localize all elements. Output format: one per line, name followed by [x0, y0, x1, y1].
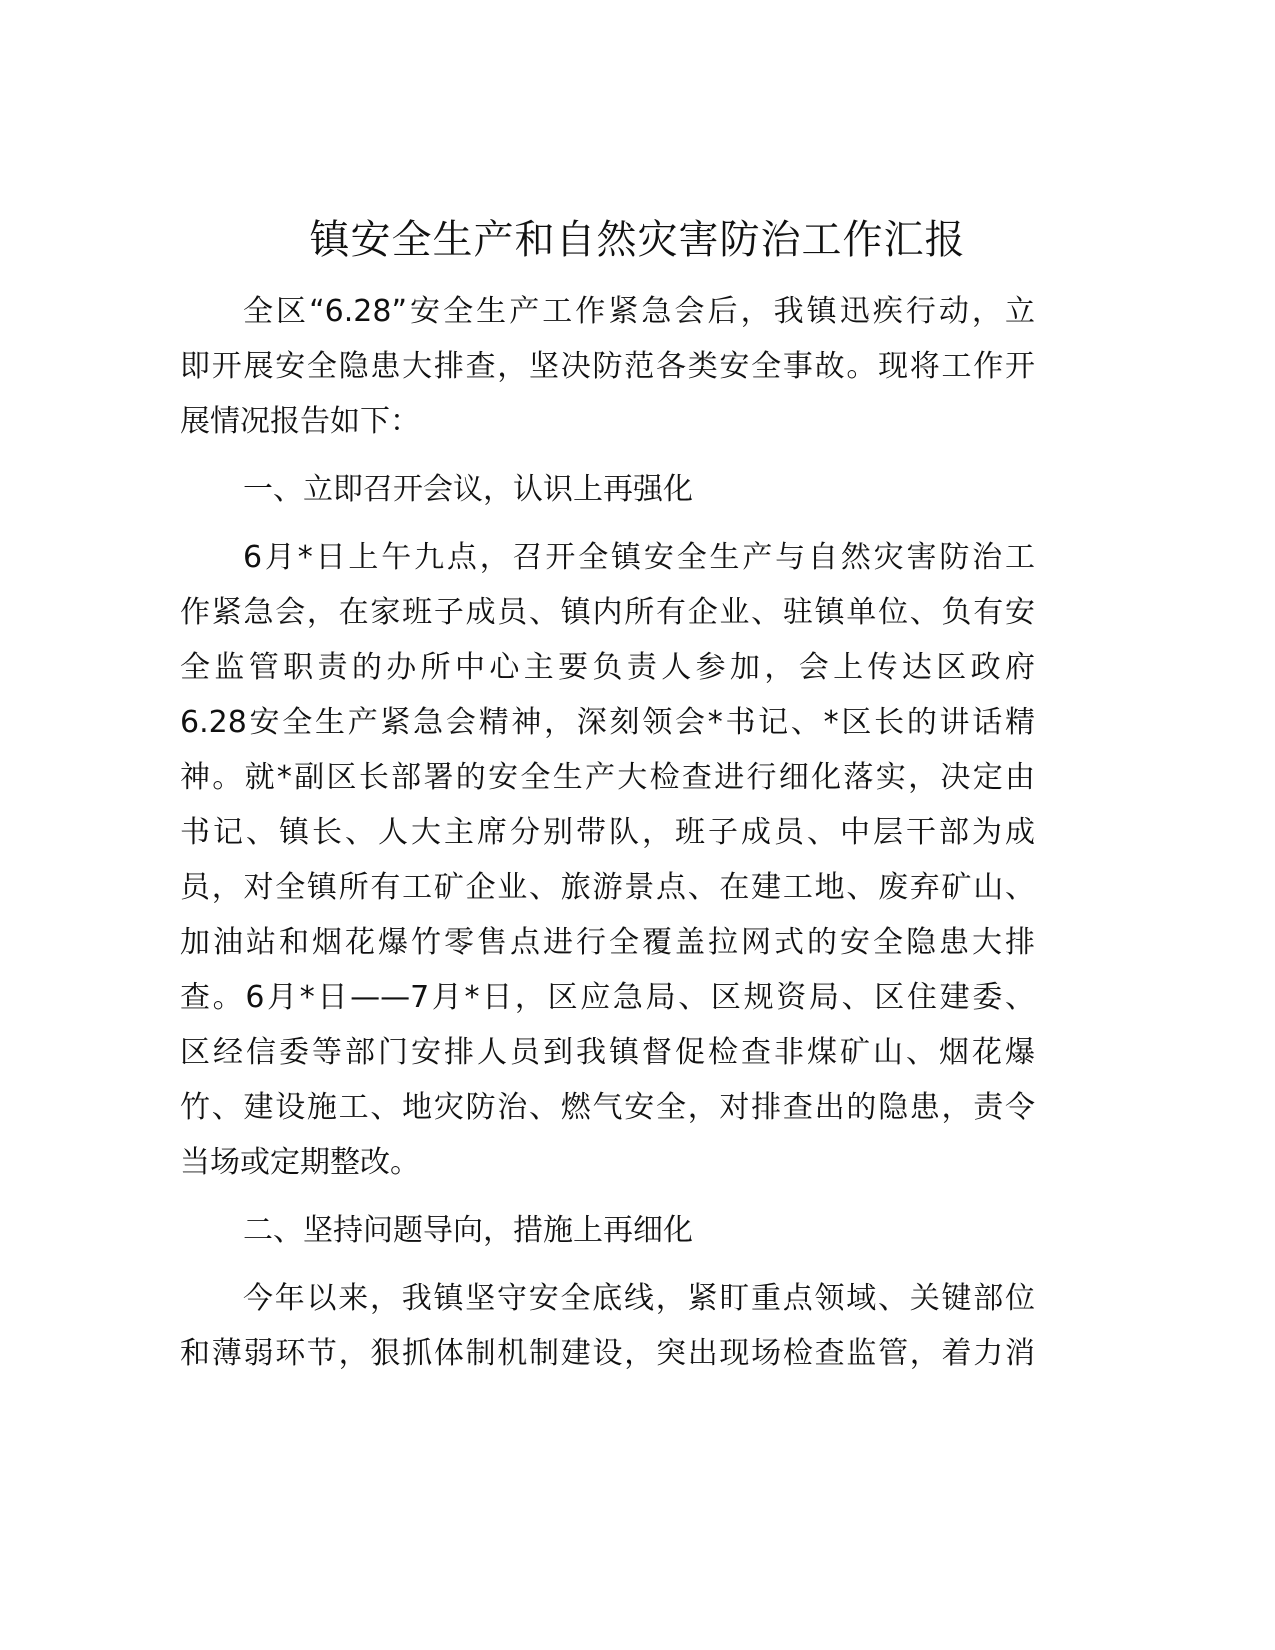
paragraph-line: 6.28安全生产紧急会精神，深刻领会*书记、*区长的讲话精: [180, 705, 1035, 740]
paragraph-line: 全区“6.28”安全生产工作紧急会后，我镇迅疾行动，立: [243, 294, 1035, 329]
paragraph-line: 区经信委等部门安排人员到我镇督促检查非煤矿山、烟花爆: [180, 1035, 1035, 1070]
paragraph-line: 神。就*副区长部署的安全生产大检查进行细化落实，决定由: [180, 760, 1035, 795]
paragraph-line: 加油站和烟花爆竹零售点进行全覆盖拉网式的安全隐患大排: [180, 925, 1035, 960]
paragraph-line: 竹、建设施工、地灾防治、燃气安全，对排查出的隐患，责令: [180, 1090, 1035, 1125]
paragraph-line: 展情况报告如下：: [180, 404, 420, 439]
paragraph-line: 书记、镇长、人大主席分别带队，班子成员、中层干部为成: [180, 815, 1035, 850]
paragraph-line: 6月*日上午九点，召开全镇安全生产与自然灾害防治工: [243, 540, 1035, 575]
paragraph-line: 作紧急会，在家班子成员、镇内所有企业、驻镇单位、负有安: [180, 595, 1035, 630]
paragraph-line: 和薄弱环节，狠抓体制机制建设，突出现场检查监管，着力消: [180, 1336, 1035, 1371]
paragraph-line: 当场或定期整改。: [180, 1145, 420, 1180]
paragraph-line: 今年以来，我镇坚守安全底线，紧盯重点领域、关键部位: [243, 1281, 1035, 1316]
paragraph-line: 查。6月*日——7月*日，区应急局、区规资局、区住建委、: [180, 980, 1035, 1015]
section-heading: 一、立即召开会议，认识上再强化: [243, 472, 693, 507]
paragraph-line: 全监管职责的办所中心主要负责人参加，会上传达区政府: [180, 650, 1035, 685]
paragraph-line: 即开展安全隐患大排查，坚决防范各类安全事故。现将工作开: [180, 349, 1035, 384]
document-title: 镇安全生产和自然灾害防治工作汇报: [309, 217, 966, 263]
paragraph-line: 员，对全镇所有工矿企业、旅游景点、在建工地、废弃矿山、: [180, 870, 1035, 905]
section-heading: 二、坚持问题导向，措施上再细化: [243, 1213, 693, 1248]
